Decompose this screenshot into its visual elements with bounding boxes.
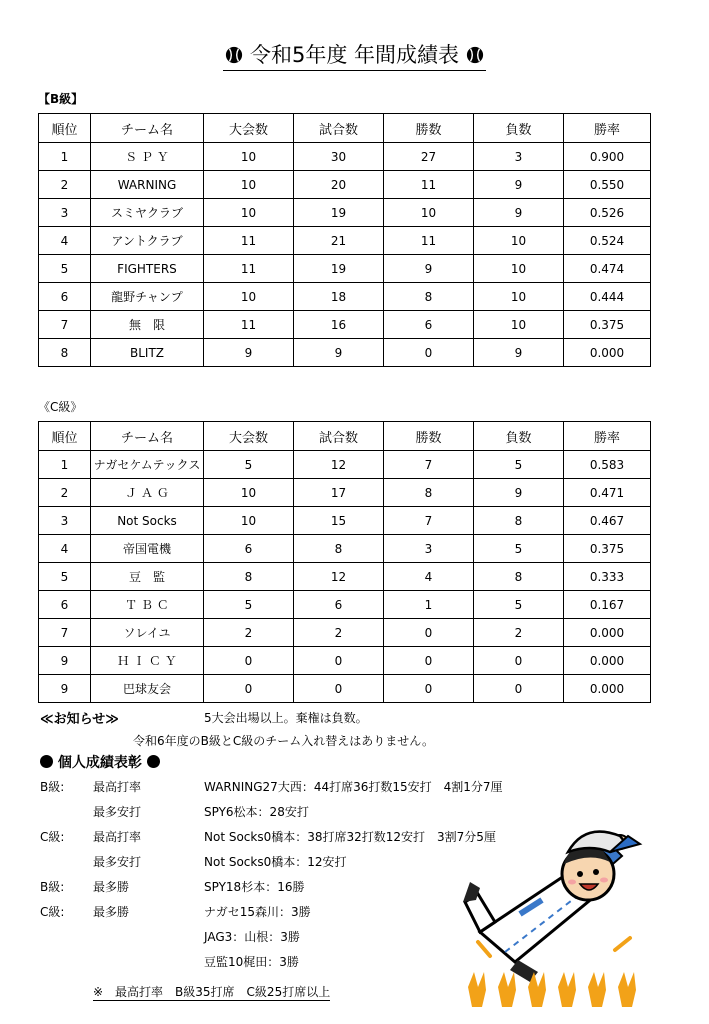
- table-cell: 8: [204, 563, 294, 591]
- table-cell: 12: [294, 451, 384, 479]
- b-class-label: 【B級】: [38, 92, 84, 106]
- table-cell: 10: [474, 283, 564, 311]
- award-class: C級:: [40, 905, 65, 919]
- table-cell: Ｓ Ｐ Ｙ: [91, 143, 204, 171]
- column-header: 大会数: [204, 114, 294, 143]
- table-cell: 3: [39, 199, 91, 227]
- award-detail: SPY18杉本：16勝: [204, 880, 305, 894]
- award-detail: WARNING27大西：44打席36打数15安打 4割1分7厘: [204, 780, 503, 794]
- column-header: 勝数: [384, 114, 474, 143]
- table-cell: 8: [39, 339, 91, 367]
- table-cell: 3: [384, 535, 474, 563]
- table-cell: 11: [384, 227, 474, 255]
- table-row: [39, 199, 651, 227]
- table-cell: スミヤクラブ: [91, 199, 204, 227]
- table-cell: Ｊ Ａ Ｇ: [91, 479, 204, 507]
- column-header: 順位: [39, 114, 91, 143]
- table-row: [39, 535, 651, 563]
- table-cell: 11: [384, 171, 474, 199]
- column-header: 負数: [474, 114, 564, 143]
- table-cell: 3: [39, 507, 91, 535]
- table-cell: 1: [384, 591, 474, 619]
- table-cell: 9: [39, 647, 91, 675]
- table-cell: 0: [204, 675, 294, 703]
- title-text: 令和5年度 年間成績表: [249, 43, 460, 67]
- table-row: [39, 171, 651, 199]
- table-row: [39, 311, 651, 339]
- notice-line-2: 令和6年度のB級とC級のチーム入れ替えはありません。: [133, 734, 434, 748]
- baseball-icon: [466, 46, 484, 64]
- table-header-row: [39, 422, 651, 451]
- table-cell: 0.900: [564, 143, 651, 171]
- award-detail: 豆監10梶田：3勝: [204, 955, 299, 969]
- award-detail: SPY6松本：28安打: [204, 805, 309, 819]
- award-category: 最多勝: [93, 905, 130, 919]
- page-title: [0, 40, 709, 71]
- table-cell: 豆 監: [91, 563, 204, 591]
- bullet-icon: [40, 755, 53, 768]
- table-row: [39, 451, 651, 479]
- table-row: [39, 227, 651, 255]
- table-cell: 9: [384, 255, 474, 283]
- award-class: B級:: [40, 880, 65, 894]
- table-row: [39, 479, 651, 507]
- table-cell: アントクラブ: [91, 227, 204, 255]
- column-header: 順位: [39, 422, 91, 451]
- table-header-row: [39, 114, 651, 143]
- column-header: 試合数: [294, 422, 384, 451]
- table-cell: 8: [294, 535, 384, 563]
- table-cell: 9: [474, 199, 564, 227]
- table-cell: 6: [384, 311, 474, 339]
- table-cell: 19: [294, 199, 384, 227]
- award-category: 最多安打: [93, 805, 142, 819]
- column-header: チーム名: [91, 422, 204, 451]
- table-cell: 0: [474, 647, 564, 675]
- award-category: 最多安打: [93, 855, 142, 869]
- table-cell: 5: [474, 535, 564, 563]
- table-cell: 0: [384, 647, 474, 675]
- table-body: [39, 451, 651, 703]
- table-row: [39, 143, 651, 171]
- table-cell: 0: [294, 647, 384, 675]
- award-detail: Not Socks0橋本：12安打: [204, 855, 347, 869]
- column-header: 勝率: [564, 114, 651, 143]
- table-cell: 龍野チャンプ: [91, 283, 204, 311]
- sliding-player-illustration: [460, 822, 650, 1012]
- awards-heading: [40, 752, 160, 772]
- table-cell: ナガセケムテックス: [91, 451, 204, 479]
- table-cell: 15: [294, 507, 384, 535]
- table-cell: 0.000: [564, 675, 651, 703]
- award-category: 最多勝: [93, 880, 130, 894]
- award-detail: ナガセ15森川：3勝: [204, 905, 311, 919]
- table-cell: 0: [204, 647, 294, 675]
- table-cell: 7: [39, 311, 91, 339]
- award-class: B級:: [40, 780, 65, 794]
- table-cell: 4: [39, 227, 91, 255]
- table-cell: 8: [384, 283, 474, 311]
- c-class-label: 《C級》: [38, 400, 83, 414]
- table-cell: 21: [294, 227, 384, 255]
- award-detail: JAG3：山根：3勝: [204, 930, 300, 944]
- table-cell: 10: [204, 199, 294, 227]
- table-cell: 0.550: [564, 171, 651, 199]
- column-header: チーム名: [91, 114, 204, 143]
- table-cell: 20: [294, 171, 384, 199]
- table-body: [39, 143, 651, 367]
- table-cell: 6: [39, 283, 91, 311]
- column-header: 大会数: [204, 422, 294, 451]
- table-cell: 2: [294, 619, 384, 647]
- table-cell: 0.000: [564, 339, 651, 367]
- table-cell: 10: [474, 255, 564, 283]
- table-cell: 6: [204, 535, 294, 563]
- table-cell: 11: [204, 227, 294, 255]
- table-cell: 帝国電機: [91, 535, 204, 563]
- table-cell: 9: [294, 339, 384, 367]
- table-cell: 4: [384, 563, 474, 591]
- table-cell: 11: [204, 311, 294, 339]
- table-cell: 2: [204, 619, 294, 647]
- table-cell: 5: [204, 591, 294, 619]
- table-cell: 5: [474, 591, 564, 619]
- table-cell: 18: [294, 283, 384, 311]
- table-cell: BLITZ: [91, 339, 204, 367]
- table-cell: 6: [294, 591, 384, 619]
- table-cell: 0.000: [564, 619, 651, 647]
- table-cell: 2: [474, 619, 564, 647]
- table-cell: 30: [294, 143, 384, 171]
- award-category: 最高打率: [93, 830, 142, 844]
- table-cell: 無 限: [91, 311, 204, 339]
- table-cell: 0.467: [564, 507, 651, 535]
- table-cell: 19: [294, 255, 384, 283]
- table-cell: 0.333: [564, 563, 651, 591]
- table-cell: 0.526: [564, 199, 651, 227]
- notice-heading: ≪お知らせ≫: [40, 712, 119, 727]
- table-cell: 9: [474, 171, 564, 199]
- table-cell: 0: [384, 619, 474, 647]
- column-header: 勝数: [384, 422, 474, 451]
- table-cell: 0.583: [564, 451, 651, 479]
- table-cell: 8: [474, 507, 564, 535]
- table-cell: 7: [384, 451, 474, 479]
- table-cell: ソレイユ: [91, 619, 204, 647]
- table-cell: 5: [39, 563, 91, 591]
- column-header: 試合数: [294, 114, 384, 143]
- table-cell: 10: [474, 227, 564, 255]
- table-cell: 10: [204, 283, 294, 311]
- table-cell: 10: [474, 311, 564, 339]
- table-cell: 0.375: [564, 535, 651, 563]
- table-cell: 5: [39, 255, 91, 283]
- table-row: [39, 507, 651, 535]
- table-cell: 0: [294, 675, 384, 703]
- table-cell: 10: [204, 143, 294, 171]
- table-cell: 5: [204, 451, 294, 479]
- table-cell: 5: [474, 451, 564, 479]
- table-cell: 0.474: [564, 255, 651, 283]
- table-cell: WARNING: [91, 171, 204, 199]
- table-cell: 10: [204, 507, 294, 535]
- table-cell: 10: [204, 171, 294, 199]
- table-cell: 0.000: [564, 647, 651, 675]
- table-cell: 0: [474, 675, 564, 703]
- award-detail: Not Socks0橋本：38打席32打数12安打 3割7分5厘: [204, 830, 496, 844]
- table-cell: Not Socks: [91, 507, 204, 535]
- table-cell: 0.167: [564, 591, 651, 619]
- table-cell: 0.444: [564, 283, 651, 311]
- award-class: C級:: [40, 830, 65, 844]
- table-cell: 7: [384, 507, 474, 535]
- column-header: 勝率: [564, 422, 651, 451]
- table-cell: 1: [39, 451, 91, 479]
- table-cell: 10: [204, 479, 294, 507]
- table-cell: 4: [39, 535, 91, 563]
- table-cell: 16: [294, 311, 384, 339]
- table-cell: 7: [39, 619, 91, 647]
- table-row: [39, 675, 651, 703]
- table-cell: FIGHTERS: [91, 255, 204, 283]
- table-cell: 9: [39, 675, 91, 703]
- table-row: [39, 619, 651, 647]
- table-cell: Ｔ Ｂ Ｃ: [91, 591, 204, 619]
- table-cell: 10: [384, 199, 474, 227]
- table-cell: 27: [384, 143, 474, 171]
- table-cell: 3: [474, 143, 564, 171]
- table-row: [39, 283, 651, 311]
- table-row: [39, 255, 651, 283]
- table-cell: 0: [384, 675, 474, 703]
- award-category: 最高打率: [93, 780, 142, 794]
- table-cell: 9: [204, 339, 294, 367]
- table-row: [39, 339, 651, 367]
- table-cell: 2: [39, 479, 91, 507]
- table-cell: 6: [39, 591, 91, 619]
- table-row: [39, 591, 651, 619]
- table-cell: 2: [39, 171, 91, 199]
- column-header: 負数: [474, 422, 564, 451]
- table-cell: 8: [474, 563, 564, 591]
- table-cell: 11: [204, 255, 294, 283]
- table-cell: 8: [384, 479, 474, 507]
- table-row: [39, 563, 651, 591]
- table-cell: 9: [474, 479, 564, 507]
- table-cell: 0.471: [564, 479, 651, 507]
- table-cell: 0: [384, 339, 474, 367]
- table-cell: Ｈ Ｉ Ｃ Ｙ: [91, 647, 204, 675]
- b-class-table: [38, 113, 651, 367]
- table-cell: 0.524: [564, 227, 651, 255]
- footnote: ※ 最高打率 B級35打席 C級25打席以上: [93, 985, 331, 999]
- table-row: [39, 647, 651, 675]
- table-cell: 1: [39, 143, 91, 171]
- notice-line-1: 5大会出場以上。棄権は負数。: [204, 711, 368, 725]
- bullet-icon: [147, 755, 160, 768]
- c-class-table: [38, 421, 651, 703]
- baseball-icon: [225, 46, 243, 64]
- table-cell: 0.375: [564, 311, 651, 339]
- table-cell: 9: [474, 339, 564, 367]
- table-cell: 12: [294, 563, 384, 591]
- awards-heading-text: 個人成績表彰: [57, 755, 142, 771]
- table-cell: 17: [294, 479, 384, 507]
- table-cell: 巴球友会: [91, 675, 204, 703]
